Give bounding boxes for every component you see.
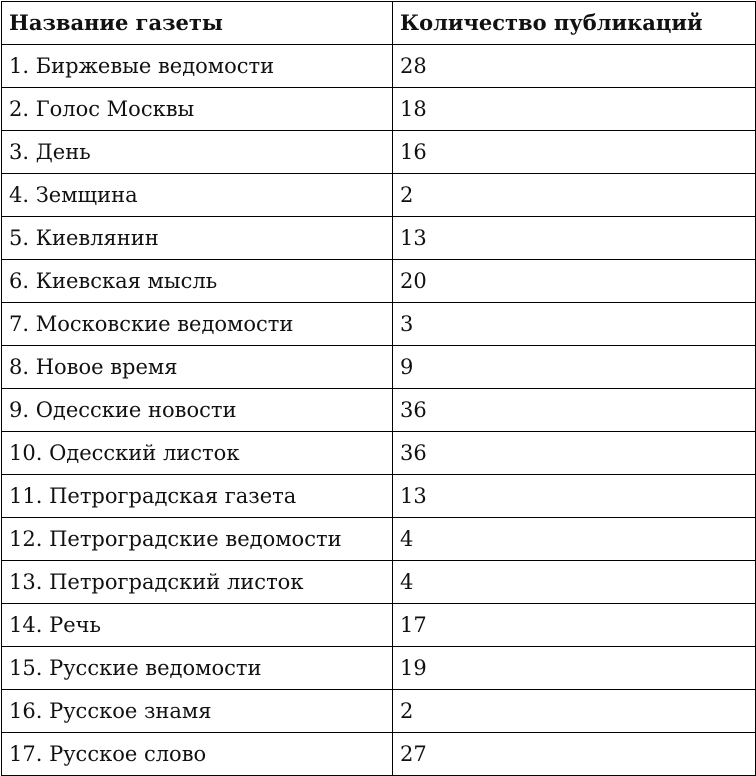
- newspaper-name-cell: 4. Земщина: [2, 174, 393, 217]
- table-row: [2, 303, 756, 346]
- newspaper-name-cell: 8. Новое время: [2, 346, 393, 389]
- table-row: [2, 88, 756, 131]
- publication-count-cell: 2: [393, 690, 756, 733]
- header-newspaper-name: Название газеты: [2, 2, 393, 45]
- newspaper-name-cell: 17. Русское слово: [2, 733, 393, 776]
- table-row: [2, 475, 756, 518]
- table-row: [2, 389, 756, 432]
- publication-count-cell: 17: [393, 604, 756, 647]
- table-header-row: [2, 2, 756, 45]
- table-row: [2, 518, 756, 561]
- table-row: [2, 733, 756, 776]
- table-row: [2, 174, 756, 217]
- publication-count-cell: 18: [393, 88, 756, 131]
- newspaper-name-cell: 2. Голос Москвы: [2, 88, 393, 131]
- newspaper-name-cell: 15. Русские ведомости: [2, 647, 393, 690]
- newspaper-name-cell: 13. Петроградский листок: [2, 561, 393, 604]
- publication-count-cell: 4: [393, 518, 756, 561]
- newspaper-name-cell: 12. Петроградские ведомости: [2, 518, 393, 561]
- publication-count-cell: 3: [393, 303, 756, 346]
- publication-count-cell: 19: [393, 647, 756, 690]
- newspaper-name-cell: 11. Петроградская газета: [2, 475, 393, 518]
- table-row: [2, 45, 756, 88]
- publication-count-cell: 4: [393, 561, 756, 604]
- publication-count-cell: 13: [393, 217, 756, 260]
- publication-count-cell: 16: [393, 131, 756, 174]
- header-publication-count: Количество публикаций: [393, 2, 756, 45]
- newspaper-name-cell: 6. Киевская мысль: [2, 260, 393, 303]
- publication-count-cell: 27: [393, 733, 756, 776]
- table-row: [2, 647, 756, 690]
- newspaper-name-cell: 7. Московские ведомости: [2, 303, 393, 346]
- newspaper-name-cell: 9. Одесские новости: [2, 389, 393, 432]
- newspaper-publications-table: [1, 1, 756, 776]
- publication-count-cell: 36: [393, 432, 756, 475]
- publication-count-cell: 28: [393, 45, 756, 88]
- table-row: [2, 131, 756, 174]
- table-row: [2, 346, 756, 389]
- newspaper-name-cell: 3. День: [2, 131, 393, 174]
- newspaper-name-cell: 5. Киевлянин: [2, 217, 393, 260]
- newspaper-name-cell: 1. Биржевые ведомости: [2, 45, 393, 88]
- publication-count-cell: 36: [393, 389, 756, 432]
- publication-count-cell: 9: [393, 346, 756, 389]
- newspaper-name-cell: 16. Русское знамя: [2, 690, 393, 733]
- publication-count-cell: 2: [393, 174, 756, 217]
- table-row: [2, 690, 756, 733]
- publication-count-cell: 13: [393, 475, 756, 518]
- publication-count-cell: 20: [393, 260, 756, 303]
- table-row: [2, 561, 756, 604]
- table-row: [2, 432, 756, 475]
- table-row: [2, 217, 756, 260]
- newspaper-name-cell: 14. Речь: [2, 604, 393, 647]
- table-row: [2, 260, 756, 303]
- newspaper-name-cell: 10. Одесский листок: [2, 432, 393, 475]
- table-row: [2, 604, 756, 647]
